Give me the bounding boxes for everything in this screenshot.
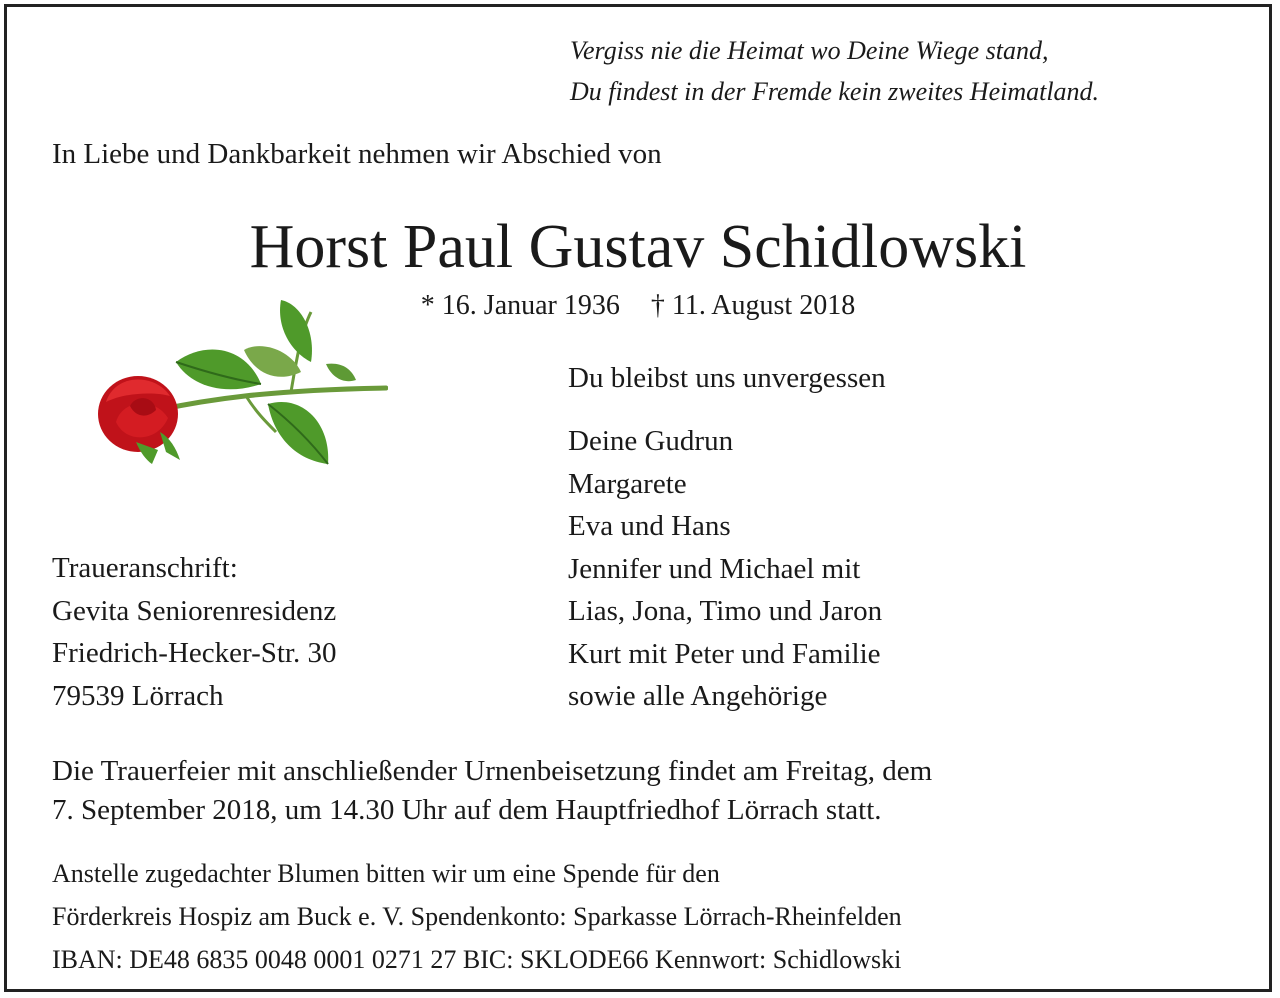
donation-line: Förderkreis Hospiz am Buck e. V. Spendenkonto: Sparkasse Lörrach-Rheinfelden [52,902,902,931]
birth-date: * 16. Januar 1936 [420,290,620,321]
red-rose-icon [96,292,388,472]
poem-line: Du findest in der Fremde kein zweites Heimatland. [570,77,1100,106]
memorial-message: Du bleibst uns unvergessen [568,362,886,394]
family-member: Deine Gudrun [568,425,734,457]
family-member: Eva und Hans [568,510,731,542]
death-date: † 11. August 2018 [650,290,856,321]
poem-line: Vergiss nie die Heimat wo Deine Wiege stand, [570,36,1049,65]
donation-line: IBAN: DE48 6835 0048 0001 0271 27 BIC: SKLODE66 Kennwort: Schidlowski [52,945,902,974]
address-line: 79539 Lörrach [52,679,224,712]
family-member: Lias, Jona, Timo und Jaron [568,595,883,627]
deceased-name: Horst Paul Gustav Schidlowski [249,213,1027,281]
ceremony-line: Die Trauerfeier mit anschließender Urnenbeisetzung findet am Freitag, dem [52,755,933,787]
address-line: Gevita Seniorenresidenz [52,594,337,627]
mourning-address [52,547,337,717]
family-member: sowie alle Angehörige [568,680,828,712]
ceremony-info [52,752,932,830]
ceremony-line: 7. September 2018, um 14.30 Uhr auf dem Hauptfriedhof Lörrach statt. [52,794,882,826]
address-label: Traueranschrift: [52,552,238,584]
poem [570,30,1099,112]
family-member: Jennifer und Michael mit [568,552,861,585]
donation-line: Anstelle zugedachter Blumen bitten wir um eine Spende für den [52,859,720,888]
family-list [568,420,882,718]
address-line: Friedrich-Hecker-Str. 30 [52,637,337,669]
family-member: Kurt mit Peter und Familie [568,637,881,670]
donation-info [52,852,902,981]
intro-text: In Liebe und Dankbarkeit nehmen wir Abschied von [52,138,662,170]
family-member: Margarete [568,467,687,500]
